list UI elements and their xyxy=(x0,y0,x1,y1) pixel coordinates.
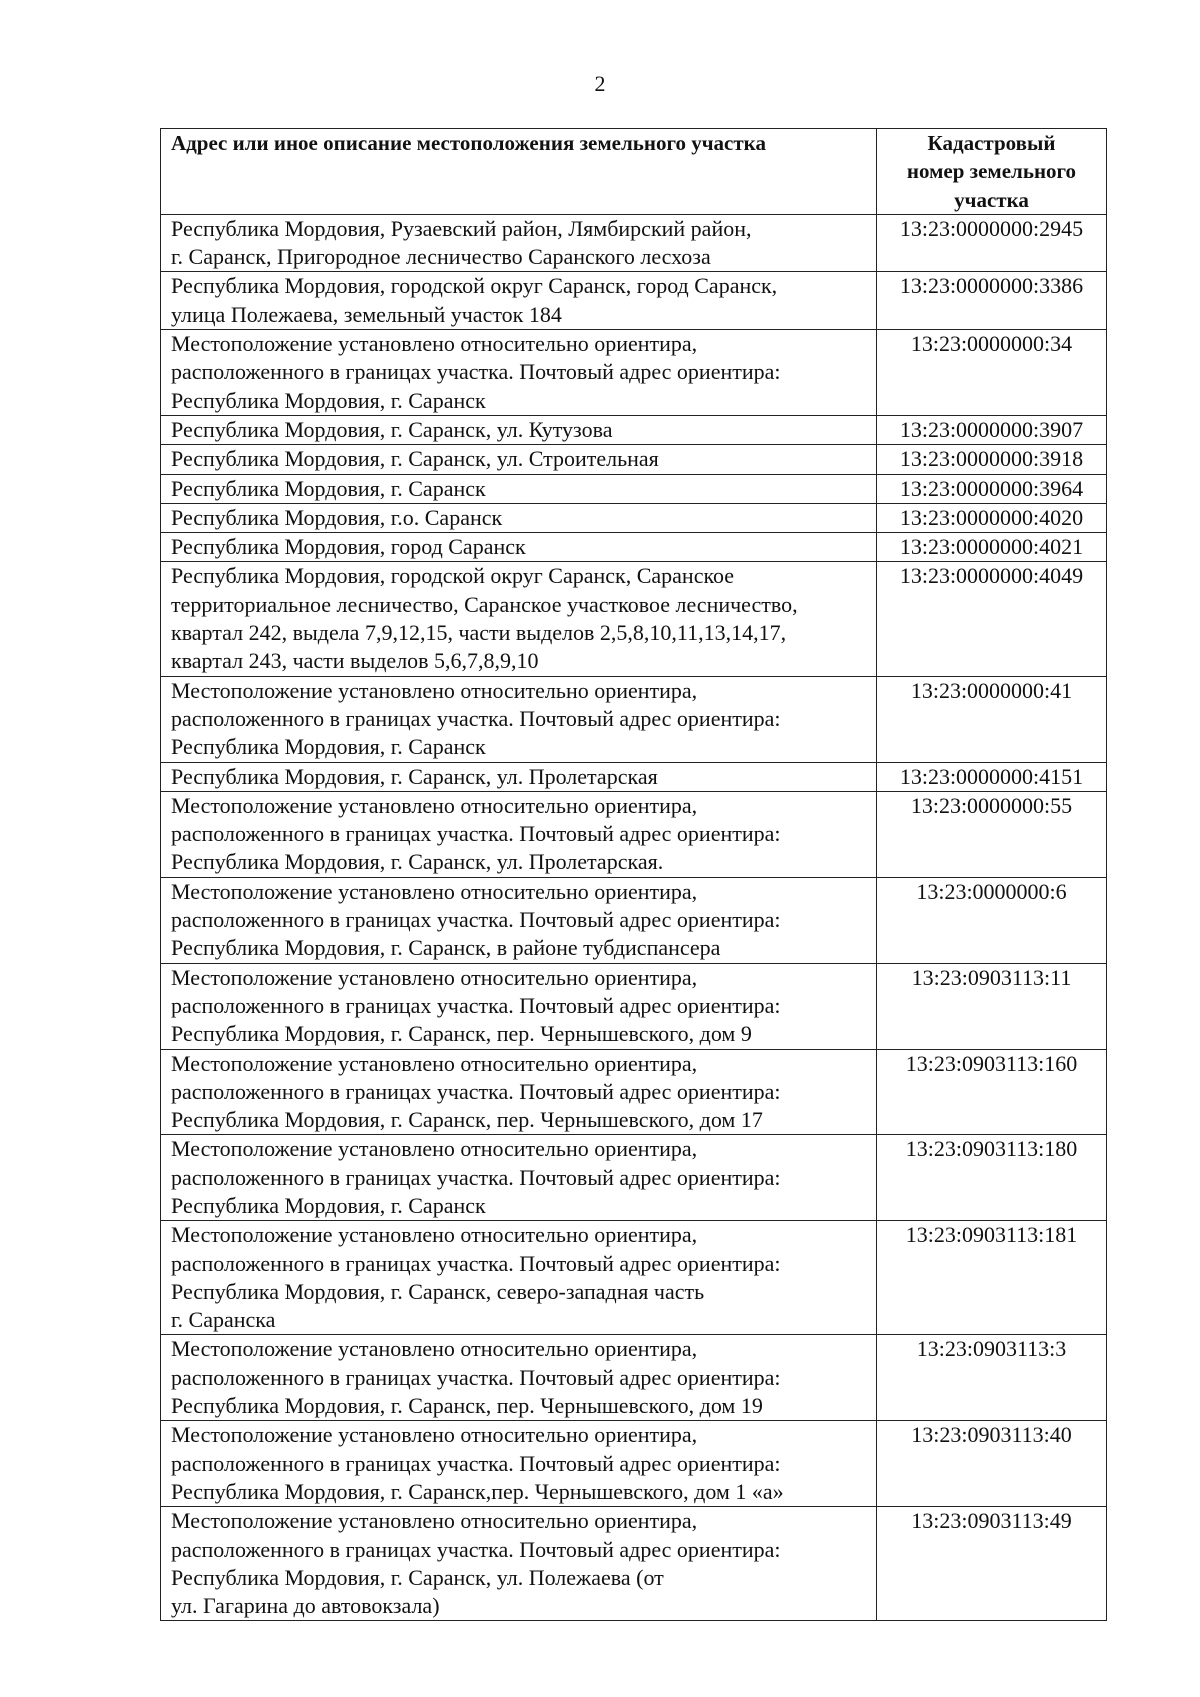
cadastral-number-cell: 13:23:0000000:55 xyxy=(877,791,1107,877)
cadastral-number-cell: 13:23:0000000:34 xyxy=(877,330,1107,416)
address-column-header: Адрес или иное описание местоположения земельного участка xyxy=(161,129,877,215)
address-cell xyxy=(161,791,877,877)
address-line: Республика Мордовия, г. Саранск, в районе тубдиспансера xyxy=(171,935,721,961)
address-line: Республика Мордовия, г. Саранск, ул. Строительная xyxy=(171,446,659,472)
address-line: Республика Мордовия, г. Саранск xyxy=(171,475,486,501)
table-row xyxy=(161,1049,1107,1135)
address-line: Республика Мордовия, городской округ Саранск, Саранское xyxy=(171,563,735,589)
table-row xyxy=(161,1507,1107,1621)
table-row xyxy=(161,562,1107,676)
address-line: Республика Мордовия, г. Саранск, ул. Пролетарская. xyxy=(171,849,664,875)
cadastral-number-cell: 13:23:0000000:3386 xyxy=(877,272,1107,330)
cadastral-number-cell: 13:23:0000000:4151 xyxy=(877,762,1107,791)
page-number: 2 xyxy=(594,71,606,96)
address-cell xyxy=(161,1221,877,1335)
address-line: ул. Гагарина до автовокзала) xyxy=(171,1593,440,1619)
address-line: Местоположение установлено относительно ориентира, xyxy=(171,964,698,990)
table-row xyxy=(161,474,1107,503)
address-line: улица Полежаева, земельный участок 184 xyxy=(171,301,562,327)
cadastral-number-cell: 13:23:0000000:6 xyxy=(877,877,1107,963)
header-line: Кадастровый xyxy=(927,131,1056,155)
address-cell xyxy=(161,415,877,444)
address-line: Республика Мордовия, г. Саранск xyxy=(171,1192,486,1218)
cadastral-number-cell: 13:23:0903113:11 xyxy=(877,963,1107,1049)
address-line: Республика Мордовия, г.о. Саранск xyxy=(171,504,503,530)
table-row xyxy=(161,762,1107,791)
address-line: Республика Мордовия, городской округ Саранск, город Саранск, xyxy=(171,273,778,299)
address-cell xyxy=(161,676,877,762)
table-row xyxy=(161,791,1107,877)
cadastral-number-cell: 13:23:0000000:4020 xyxy=(877,503,1107,532)
address-line: Местоположение установлено относительно ориентира, xyxy=(171,878,698,904)
address-line: Республика Мордовия, г. Саранск, северо-западная часть xyxy=(171,1278,705,1304)
address-cell xyxy=(161,272,877,330)
address-line: Республика Мордовия, г. Саранск,пер. Чернышевского, дом 1 «а» xyxy=(171,1478,784,1504)
address-line: расположенного в границах участка. Почтовый адрес ориентира: xyxy=(171,1450,781,1476)
cadastral-number-cell: 13:23:0903113:180 xyxy=(877,1135,1107,1221)
table-row xyxy=(161,445,1107,474)
address-line: квартал 242, выдела 7,9,12,15, части выделов 2,5,8,10,11,13,14,17, xyxy=(171,620,787,646)
address-line: квартал 243, части выделов 5,6,7,8,9,10 xyxy=(171,648,539,674)
address-line: Местоположение установлено относительно ориентира, xyxy=(171,1336,698,1362)
cadastral-number-cell: 13:23:0903113:3 xyxy=(877,1335,1107,1421)
address-cell xyxy=(161,533,877,562)
address-line: Местоположение установлено относительно ориентира, xyxy=(171,1136,698,1162)
table-row xyxy=(161,1221,1107,1335)
address-line: расположенного в границах участка. Почтовый адрес ориентира: xyxy=(171,359,781,385)
address-cell xyxy=(161,562,877,676)
table-row xyxy=(161,1421,1107,1507)
address-line: г. Саранска xyxy=(171,1307,276,1333)
address-line: расположенного в границах участка. Почтовый адрес ориентира: xyxy=(171,1250,781,1276)
address-line: Местоположение установлено относительно ориентира, xyxy=(171,1222,698,1248)
header-line: участка xyxy=(954,187,1029,212)
address-cell xyxy=(161,1135,877,1221)
address-cell xyxy=(161,877,877,963)
table-row xyxy=(161,1135,1107,1221)
address-line: территориальное лесничество, Саранское участковое лесничество, xyxy=(171,591,798,617)
address-cell xyxy=(161,1421,877,1507)
address-cell xyxy=(161,963,877,1049)
cadastral-number-cell: 13:23:0000000:4021 xyxy=(877,533,1107,562)
address-cell xyxy=(161,445,877,474)
address-line: расположенного в границах участка. Почтовый адрес ориентира: xyxy=(171,992,781,1018)
address-line: Местоположение установлено относительно ориентира, xyxy=(171,792,698,818)
table-row xyxy=(161,503,1107,532)
address-cell xyxy=(161,214,877,272)
address-cell xyxy=(161,330,877,416)
address-line: Республика Мордовия, город Саранск xyxy=(171,534,526,560)
cadastral-number-cell: 13:23:0000000:4049 xyxy=(877,562,1107,676)
table-row xyxy=(161,963,1107,1049)
address-line: Местоположение установлено относительно ориентира, xyxy=(171,331,698,357)
address-line: Республика Мордовия, г. Саранск, пер. Чернышевского, дом 17 xyxy=(171,1107,763,1133)
table-header-row xyxy=(161,129,1107,215)
table-row xyxy=(161,330,1107,416)
table-row xyxy=(161,272,1107,330)
cadastral-number-cell: 13:23:0000000:3907 xyxy=(877,415,1107,444)
address-line: расположенного в границах участка. Почтовый адрес ориентира: xyxy=(171,1164,781,1190)
cadastral-number-cell: 13:23:0000000:3918 xyxy=(877,445,1107,474)
address-line: Местоположение установлено относительно ориентира, xyxy=(171,677,698,703)
address-cell xyxy=(161,503,877,532)
cadastral-column-header xyxy=(877,129,1107,215)
land-parcels-table xyxy=(160,128,1107,1621)
table-row xyxy=(161,1335,1107,1421)
cadastral-number-cell: 13:23:0000000:2945 xyxy=(877,214,1107,272)
address-line: расположенного в границах участка. Почтовый адрес ориентира: xyxy=(171,705,781,731)
cadastral-number-cell: 13:23:0000000:41 xyxy=(877,676,1107,762)
address-line: расположенного в границах участка. Почтовый адрес ориентира: xyxy=(171,907,781,933)
address-line: Республика Мордовия, г. Саранск, ул. Полежаева (от xyxy=(171,1564,664,1590)
table-body xyxy=(161,214,1107,1621)
address-line: Местоположение установлено относительно ориентира, xyxy=(171,1050,698,1076)
cadastral-number-cell: 13:23:0903113:181 xyxy=(877,1221,1107,1335)
cadastral-number-cell: 13:23:0903113:49 xyxy=(877,1507,1107,1621)
address-line: Республика Мордовия, Рузаевский район, Лямбирский район, xyxy=(171,215,752,241)
address-cell xyxy=(161,1335,877,1421)
table-row xyxy=(161,877,1107,963)
address-line: Республика Мордовия, г. Саранск, пер. Чернышевского, дом 19 xyxy=(171,1393,763,1419)
address-line: Местоположение установлено относительно ориентира, xyxy=(171,1508,698,1534)
address-line: г. Саранск, Пригородное лесничество Саранского лесхоза xyxy=(171,244,711,270)
address-line: Республика Мордовия, г. Саранск xyxy=(171,387,486,413)
table-row xyxy=(161,415,1107,444)
table-row xyxy=(161,214,1107,272)
address-cell xyxy=(161,474,877,503)
address-line: Республика Мордовия, г. Саранск xyxy=(171,734,486,760)
header-line: номер земельного xyxy=(906,159,1077,184)
cadastral-number-cell: 13:23:0000000:3964 xyxy=(877,474,1107,503)
address-line: Республика Мордовия, г. Саранск, ул. Пролетарская xyxy=(171,763,658,789)
address-cell xyxy=(161,1049,877,1135)
table-row xyxy=(161,676,1107,762)
address-line: Республика Мордовия, г. Саранск, пер. Чернышевского, дом 9 xyxy=(171,1021,752,1047)
address-line: расположенного в границах участка. Почтовый адрес ориентира: xyxy=(171,1078,781,1104)
table-row xyxy=(161,533,1107,562)
cadastral-number-cell: 13:23:0903113:40 xyxy=(877,1421,1107,1507)
address-line: расположенного в границах участка. Почтовый адрес ориентира: xyxy=(171,821,781,847)
address-cell xyxy=(161,762,877,791)
address-line: расположенного в границах участка. Почтовый адрес ориентира: xyxy=(171,1364,781,1390)
cadastral-number-cell: 13:23:0903113:160 xyxy=(877,1049,1107,1135)
address-line: расположенного в границах участка. Почтовый адрес ориентира: xyxy=(171,1536,781,1562)
address-line: Местоположение установлено относительно ориентира, xyxy=(171,1422,698,1448)
address-line: Республика Мордовия, г. Саранск, ул. Кутузова xyxy=(171,416,613,442)
address-cell xyxy=(161,1507,877,1621)
